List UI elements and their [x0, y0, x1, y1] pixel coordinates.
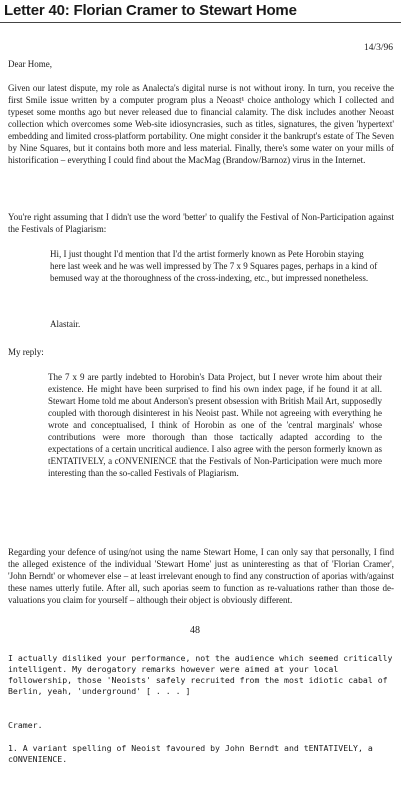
- continuation-text: I actually disliked your performance, not the audience which seemed critically intelligent. My derogatory remarks however were aimed at your local followership, those 'Neoists' safely recruited from the most idiotic cabal of Berlin, yeah, 'underground' [ . . . ]: [8, 653, 393, 696]
- signoff: Cramer.: [8, 720, 43, 730]
- footnote: 1. A variant spelling of Neoist favoured by John Berndt and tENTATIVELY, a cONVENIENCE.: [8, 743, 373, 764]
- quoted-reply: The 7 x 9 are partly indebted to Horobin's Data Project, but I never wrote him about their existence. He might have been surprised to find his own index page, if he found it at all. Stewart Home told me about Anderson's present obsession with British Mail Art, supposedly coupled with thorough disinterest in his Neoist past. While not agreeing with everything he wrote and conceptualised, I think of Horobin as one of the 'central marginals' whose contributions were more thorough than those tactically adapted according to the expectations of a certain uncritical audience. I also agree with the person formerly known as tENTATIVELY, a cONVENIENCE that the Festivals of Non-Participation were much more interesting than the so-called Festivals of Plagiarism.: [48, 372, 382, 478]
- paragraph-intro: Given our latest dispute, my role as Analecta's digital nurse is not without irony. In turn, you receive the first Smile issue written by a computer program plus a Neoast¹ choice anthology which I collected and typeset some months ago but never released due to financial calamity. The disk includes another Neoast collection which overcomes some Web-site idiosyncrasies, such as titles, signatures, the given 'hypertext' embedding and limited cross-platform portability. One might consider it the bankrupt's estate of The Seven by Nine Squares, but it contains both more and less material. Finally, there's some water on your mills of historification – everything I could find about the MacMag (Brandow/Barnoz) virus in the Internet.: [8, 83, 394, 165]
- salutation: Dear Home,: [8, 59, 52, 69]
- page-number: 48: [190, 625, 200, 636]
- reply-label: My reply:: [8, 347, 44, 357]
- paragraph-festival: You're right assuming that I didn't use the word 'better' to qualify the Festival of Non-Participation against the Festivals of Plagiarism:: [8, 212, 394, 234]
- quoted-email-signature: Alastair.: [50, 319, 81, 329]
- paragraph-name-defence: Regarding your defence of using/not using the name Stewart Home, I can only say that personally, I find the alleged existence of the individual 'Stewart Home' just as uninteresting as that of 'Florian Cramer', 'John Berndt' or whomever else – at least irrelevant enough to find any construction of aporias with/against these names utterly futile. After all, such aporias seem to function as re-valuations rather than those de-valuations you claim for yourself – although their object is obviously different.: [8, 547, 394, 605]
- quoted-email: Hi, I just thought I'd mention that I'd the artist formerly known as Pete Horobin staying here last week and he was well impressed by The 7 x 9 Squares pages, perhaps in a kind of bemused way at the thoroughness of the cross-indexing, etc., but impressed nonetheless.: [50, 249, 378, 283]
- page-header: [0, 0, 401, 23]
- letter-date: 14/3/96: [363, 43, 393, 53]
- letter-title: Letter 40: Florian Cramer to Stewart Home: [4, 2, 297, 19]
